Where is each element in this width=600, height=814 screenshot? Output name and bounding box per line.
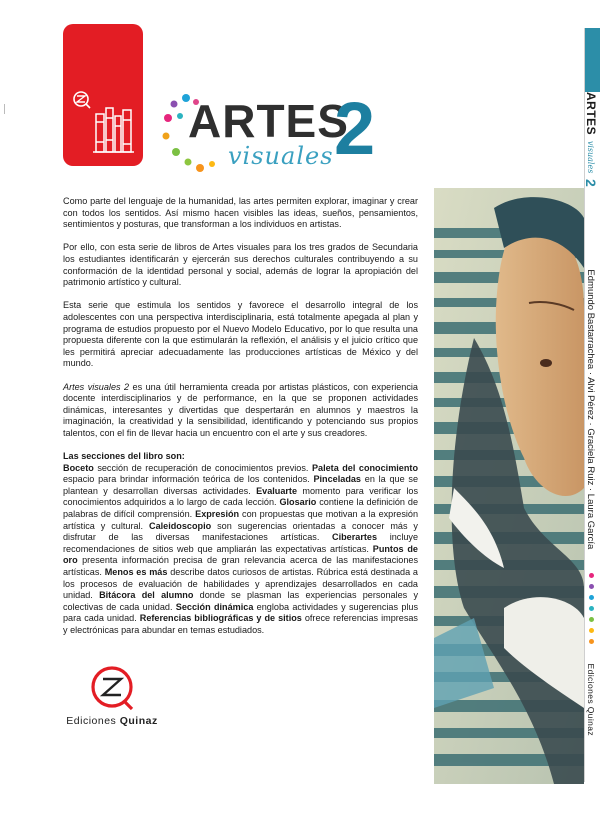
section-name: Sección dinámica [175,601,254,612]
section-name: Ciberartes [332,532,378,543]
section-desc: sección de recuperación de conocimientos previos. [93,462,312,473]
section-name: Bitácora del alumno [99,590,194,601]
title-number: 2 [334,87,376,170]
publisher-second: Quinaz [119,715,158,727]
section-name: Puntos de oro [63,543,418,566]
section-name: Evaluarte [256,485,298,496]
paragraph-4-rest: es una útil herramienta creada por artistas plásticos, con experiencia docente interdisciplinarios y de performance, en la que se proponen actividades dinámicas, interesantes y divertidas que despertarán en alumnos y maestros la imaginación, la creatividad y la sensibilidad, identificando y potenciando sus propios talentos, con el fin de llevar hacia un encuentro con el arte y sus creadores. [63,381,418,438]
title-visuales: visuales [228,142,334,170]
book-title [162,87,402,180]
section-desc: presenta información precisa de gran relevancia acerca de las manifestaciones artísticas. [63,555,418,577]
section-name: Menos es más [104,567,168,577]
section-desc: incluye recomendaciones de sitios web que ampliarán las expectativas artísticas. [63,532,418,554]
publisher-logo [62,662,162,732]
paragraph-4 [63,382,418,440]
spine-publisher: Ediciones Quinaz [586,663,596,737]
section-desc: contiene la definición de palabras de difícil comprensión. [63,497,419,520]
section-desc: ofrece referencias impresas y electrónicas para abundar en temas estudiados. [63,613,418,635]
section-name: Boceto [63,462,94,473]
book-name-italic: Artes visuales 2 [63,381,130,392]
section-desc: en la que se plantean y desarrollan diversas actividades. [63,474,418,496]
spine-subtitle: visuales [586,140,596,174]
section-desc: con propuestas que motivan a la expresión artística y cultural. [63,509,418,531]
book-spine [584,28,600,782]
cover-artwork [434,188,584,784]
section-desc: donde se plasman las experiencias personales y colectivas de cada unidad. [63,590,418,612]
sections-list [63,463,418,637]
section-desc: momento para verificar los conocimientos adquiridos a lo largo de cada lección. [63,485,419,508]
section-desc: son sugerencias orientadas a conocer más y disfrutar de las diversas manifestaciones artísticas. [63,520,418,543]
description-text [63,196,418,637]
spine-number: 2 [583,178,599,187]
section-name: Referencias bibliográficas y de sitios [139,613,302,624]
painting-image [434,188,584,784]
publisher-first: Ediciones [66,715,117,727]
paragraph-3: Esta serie que estimula los sentidos y favorece el desarrollo integral de los adolescentes con una perspectiva interdisciplinaria, está totalmente apegada al plan y programa de estudios propuesto por el Nuevo Modelo Educativo, por lo que resulta una propuesta diferente con la que estimularán la reflexión, el análisis y el juicio crítico que les permitirá apreciar adecuadamente las producciones artísticas de México y del mundo. [63,300,418,369]
spine-text [585,92,599,782]
publisher-name [62,715,162,727]
red-publisher-logo [63,24,143,166]
section-name: Caleidoscopio [149,520,212,531]
section-name: Glosario [279,497,317,508]
spine-color-dots-icon [586,570,597,647]
sections-heading: Las secciones del libro son: [63,451,185,462]
spine-authors: Edmundo Bastarrachea · Alvi Pérez · Graciela Ruiz · Laura García [585,269,597,550]
section-desc: describe datos curiosos de artistas. Rúbrica está destinada a los procesos de evaluación de habilidades y aprendizajes desarrollados en cada unidad. [63,567,418,601]
section-desc: engloba actividades y sugerencias plus para cada unidad. [63,601,418,624]
publisher-q-icon [85,662,139,716]
paragraph-2: Por ello, con esta serie de libros de Artes visuales para los tres grados de Secundaria los estudiantes identificarán y ejercerán sus derechos culturales contribuyendo a su conformación de la identidad personal y social, además de lograr la apropiación del patrimonio artístico y cultural. [63,242,418,288]
title-artes: ARTES [188,95,349,147]
publisher-emblem-icon [63,24,143,166]
spine-title: ARTES [584,92,598,136]
section-name: Pinceladas [313,474,361,485]
section-name: Expresión [195,509,240,520]
paragraph-1: Como parte del lenguaje de la humanidad, las artes permiten explorar, imaginar y crear con todos los sentidos. Así mismo hacen visibles las ideas, sueños, pensamientos, sentimientos y posturas, que transforman a los individuos en artistas. [63,196,418,230]
section-desc: espacio para brindar información teórica de los contenidos. [63,474,314,485]
crop-mark [4,104,5,114]
section-name: Paleta del conocimiento [311,462,418,473]
spine-teal-band [585,28,600,92]
